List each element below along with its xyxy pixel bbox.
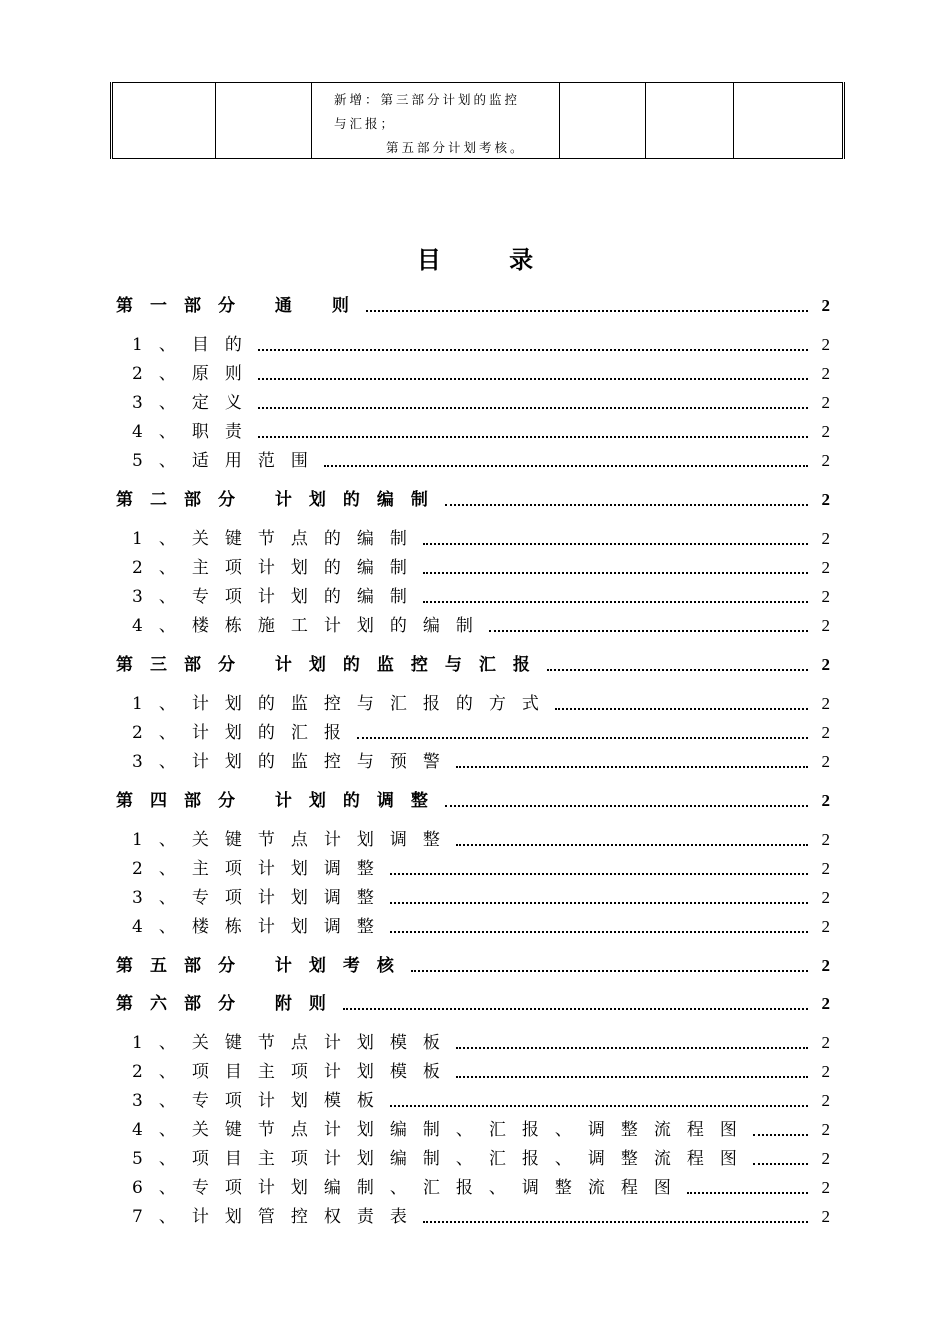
toc-page-number: 2 [821, 490, 830, 509]
toc-page-number: 2 [821, 1149, 830, 1168]
toc-dot-leader [258, 349, 808, 351]
toc-dot-leader [423, 1221, 808, 1223]
toc-section-entry[interactable] [132, 361, 830, 385]
toc-section-entry[interactable] [132, 332, 830, 356]
toc-entry-label: 1、关键节点计划模板 [132, 1033, 456, 1053]
toc-entry-label: 第二部分 计划的编制 [116, 490, 445, 510]
toc-entry-label: 4、楼栋施工计划的编制 [132, 616, 489, 636]
toc-dot-leader [555, 708, 808, 710]
toc-page-number: 2 [821, 529, 830, 548]
toc-section-entry[interactable] [132, 856, 830, 880]
toc-dot-leader [753, 1134, 808, 1136]
toc-section-entry[interactable] [132, 526, 830, 550]
toc-dot-leader [411, 970, 808, 972]
toc-entry-label: 1、计划的监控与汇报的方式 [132, 694, 555, 714]
toc-dot-leader [753, 1163, 808, 1165]
toc-section-entry[interactable] [132, 720, 830, 744]
revision-table [110, 82, 845, 159]
toc-dot-leader [423, 543, 808, 545]
toc-section-entry[interactable] [132, 691, 830, 715]
toc-dot-leader [324, 465, 808, 467]
toc-page-number: 2 [821, 956, 830, 975]
toc-part-entry[interactable] [116, 991, 830, 1015]
toc-part-entry[interactable] [116, 953, 830, 977]
toc-page-number: 2 [821, 1207, 830, 1226]
toc-entry-label: 2、主项计划调整 [132, 859, 390, 879]
toc-page-number: 2 [821, 994, 830, 1013]
toc-entry-label: 第四部分 计划的调整 [116, 791, 445, 811]
toc-page-number: 2 [821, 558, 830, 577]
toc-page-number: 2 [821, 1033, 830, 1052]
toc-entry-label: 7、计划管控权责表 [132, 1207, 423, 1227]
toc-part-entry[interactable] [116, 293, 830, 317]
toc-dot-leader [456, 1076, 808, 1078]
toc-entry-label: 1、目的 [132, 335, 258, 355]
toc-dot-leader [423, 601, 808, 603]
toc-entry-label: 3、定义 [132, 393, 258, 413]
table-cell [112, 83, 216, 159]
toc-page-number: 2 [821, 655, 830, 674]
toc-part-entry[interactable] [116, 487, 830, 511]
toc-entry-label: 4、楼栋计划调整 [132, 917, 390, 937]
toc-title: 目 录 [416, 245, 564, 274]
toc-dot-leader [445, 805, 808, 807]
toc-section-entry[interactable] [132, 1059, 830, 1083]
toc-section-entry[interactable] [132, 419, 830, 443]
toc-section-entry[interactable] [132, 1088, 830, 1112]
toc-page-number: 2 [821, 888, 830, 907]
toc-page-number: 2 [821, 859, 830, 878]
table-cell [560, 83, 646, 159]
toc-section-entry[interactable] [132, 827, 830, 851]
toc-entry-label: 4、关键节点计划编制、汇报、调整流程图 [132, 1120, 753, 1140]
toc-page-number: 2 [821, 335, 830, 354]
toc-page-number: 2 [821, 296, 830, 315]
toc-entry-label: 1、关键节点的编制 [132, 529, 423, 549]
toc-section-entry[interactable] [132, 885, 830, 909]
change-description-cell [312, 83, 560, 159]
toc-section-entry[interactable] [132, 1117, 830, 1141]
toc-dot-leader [366, 310, 808, 312]
toc-dot-leader [343, 1008, 808, 1010]
table-cell [216, 83, 312, 159]
toc-dot-leader [456, 766, 808, 768]
toc-section-entry[interactable] [132, 1146, 830, 1170]
toc-entry-label: 5、适用范围 [132, 451, 324, 471]
toc-entry-label: 2、主项计划的编制 [132, 558, 423, 578]
toc-entry-label: 3、计划的监控与预警 [132, 752, 456, 772]
change-line: 第五部分计划考核。 [386, 140, 526, 155]
toc-entry-label: 第六部分 附则 [116, 994, 343, 1014]
toc-dot-leader [489, 630, 808, 632]
table-row [112, 83, 844, 159]
toc-entry-label: 2、计划的汇报 [132, 723, 357, 743]
toc-entry-label: 第五部分 计划考核 [116, 956, 411, 976]
toc-entry-label: 5、项目主项计划编制、汇报、调整流程图 [132, 1149, 753, 1169]
toc-entry-label: 1、关键节点计划调整 [132, 830, 456, 850]
toc-section-entry[interactable] [132, 914, 830, 938]
toc-page-number: 2 [821, 451, 830, 470]
toc-part-entry[interactable] [116, 788, 830, 812]
toc-entry-label: 4、职责 [132, 422, 258, 442]
toc-dot-leader [357, 737, 808, 739]
toc-page-number: 2 [821, 587, 830, 606]
toc-page-number: 2 [821, 1120, 830, 1139]
change-line: 新增：第三部分计划的监控 [334, 92, 521, 107]
toc-page-number: 2 [821, 752, 830, 771]
toc-entry-label: 3、专项计划的编制 [132, 587, 423, 607]
toc-section-entry[interactable] [132, 1204, 830, 1228]
toc-section-entry[interactable] [132, 613, 830, 637]
toc-section-entry[interactable] [132, 1030, 830, 1054]
toc-dot-leader [456, 844, 808, 846]
toc-part-entry[interactable] [116, 652, 830, 676]
toc-section-entry[interactable] [132, 749, 830, 773]
toc-entry-label: 3、专项计划调整 [132, 888, 390, 908]
toc-dot-leader [258, 407, 808, 409]
toc-page-number: 2 [821, 1062, 830, 1081]
toc-dot-leader [258, 378, 808, 380]
toc-dot-leader [445, 504, 808, 506]
toc-dot-leader [390, 873, 808, 875]
toc-dot-leader [390, 902, 808, 904]
toc-page-number: 2 [821, 694, 830, 713]
toc-dot-leader [390, 931, 808, 933]
table-cell [646, 83, 734, 159]
toc-page-number: 2 [821, 616, 830, 635]
toc-entry-label: 第一部分 通 则 [116, 296, 366, 316]
toc-page-number: 2 [821, 791, 830, 810]
toc-page-number: 2 [821, 1091, 830, 1110]
toc-section-entry[interactable] [132, 555, 830, 579]
toc-page-number: 2 [821, 364, 830, 383]
toc-dot-leader [456, 1047, 808, 1049]
toc-dot-leader [390, 1105, 808, 1107]
toc-dot-leader [547, 669, 808, 671]
toc-dot-leader [687, 1192, 808, 1194]
toc-entry-label: 2、项目主项计划模板 [132, 1062, 456, 1082]
toc-dot-leader [423, 572, 808, 574]
toc-page-number: 2 [821, 1178, 830, 1197]
toc-entry-label: 2、原则 [132, 364, 258, 384]
toc-page-number: 2 [821, 830, 830, 849]
toc-entry-label: 第三部分 计划的监控与汇报 [116, 655, 547, 675]
toc-entry-label: 6、专项计划编制、汇报、调整流程图 [132, 1178, 687, 1198]
toc-page-number: 2 [821, 917, 830, 936]
toc-page-number: 2 [821, 422, 830, 441]
toc-section-entry[interactable] [132, 448, 830, 472]
toc-entry-label: 3、专项计划模板 [132, 1091, 390, 1111]
toc-page-number: 2 [821, 393, 830, 412]
toc-section-entry[interactable] [132, 584, 830, 608]
toc-page-number: 2 [821, 723, 830, 742]
toc-dot-leader [258, 436, 808, 438]
change-line: 与汇报； [334, 116, 397, 131]
table-cell [734, 83, 844, 159]
toc-section-entry[interactable] [132, 390, 830, 414]
toc-section-entry[interactable] [132, 1175, 830, 1199]
